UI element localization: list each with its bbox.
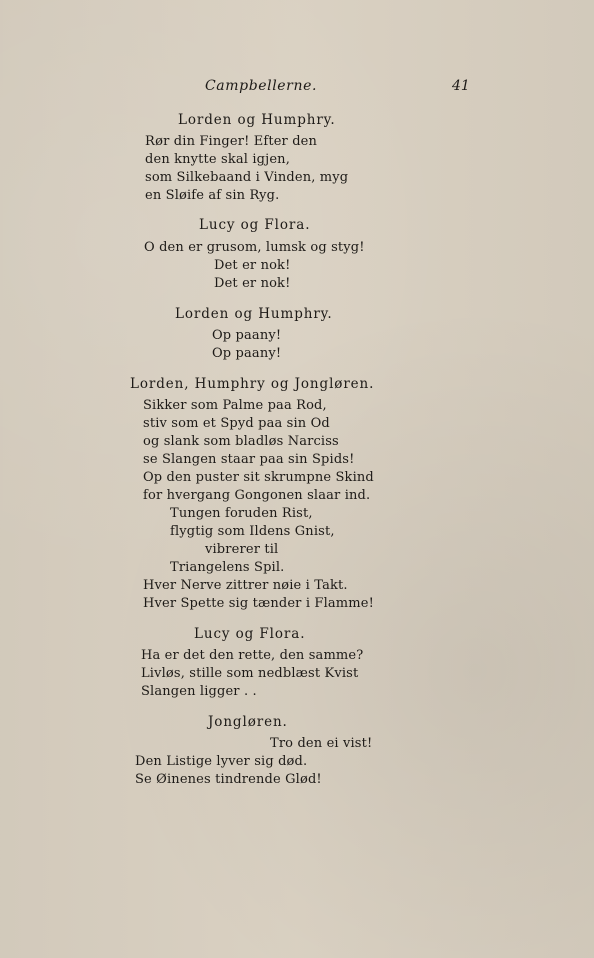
verse-line: en Sløife af sin Ryg. — [145, 188, 280, 203]
verse-line: Op den puster sit skrumpne Skind — [143, 470, 374, 485]
verse-line: Op paany! — [212, 328, 282, 343]
verse-line: Op paany! — [212, 346, 282, 361]
speaker-heading: Jongløren. — [208, 714, 288, 730]
speaker-heading: Lorden og Humphry. — [175, 306, 333, 322]
verse-line: Sikker som Palme paa Rod, — [143, 398, 327, 413]
verse-line: Tungen foruden Rist, — [170, 506, 313, 521]
verse-line: og slank som bladløs Narciss — [143, 434, 339, 449]
verse-line: Livløs, stille som nedblæst Kvist — [141, 666, 359, 681]
speaker-heading: Lucy og Flora. — [199, 217, 311, 233]
verse-line: flygtig som Ildens Gnist, — [170, 524, 335, 539]
page-number: 41 — [452, 78, 470, 94]
verse-line: se Slangen staar paa sin Spids! — [143, 452, 355, 467]
verse-line: Hver Spette sig tænder i Flamme! — [143, 596, 374, 611]
verse-line: O den er grusom, lumsk og styg! — [144, 240, 365, 255]
verse-line: Rør din Finger! Efter den — [145, 134, 318, 149]
verse-line: Tro den ei vist! — [270, 736, 373, 751]
verse-line: den knytte skal igjen, — [145, 152, 290, 167]
verse-line: Triangelens Spil. — [170, 560, 285, 575]
verse-line: vibrerer til — [205, 542, 279, 557]
verse-line: Slangen ligger . . — [141, 684, 257, 699]
verse-line: som Silkebaand i Vinden, myg — [145, 170, 349, 185]
verse-line: Det er nok! — [214, 276, 291, 291]
verse-line: stiv som et Spyd paa sin Od — [143, 416, 330, 431]
running-header-title: Campbellerne. — [205, 78, 318, 94]
verse-line: Hver Nerve zittrer nøie i Takt. — [143, 578, 348, 593]
speaker-heading: Lorden, Humphry og Jongløren. — [130, 376, 375, 392]
speaker-heading: Lucy og Flora. — [194, 626, 306, 642]
verse-line: Det er nok! — [214, 258, 291, 273]
speaker-heading: Lorden og Humphry. — [178, 112, 336, 128]
verse-line: Den Listige lyver sig død. — [135, 754, 308, 769]
verse-line: for hvergang Gongonen slaar ind. — [143, 488, 371, 503]
verse-line: Se Øinenes tindrende Glød! — [135, 772, 322, 787]
verse-line: Ha er det den rette, den samme? — [141, 648, 364, 663]
